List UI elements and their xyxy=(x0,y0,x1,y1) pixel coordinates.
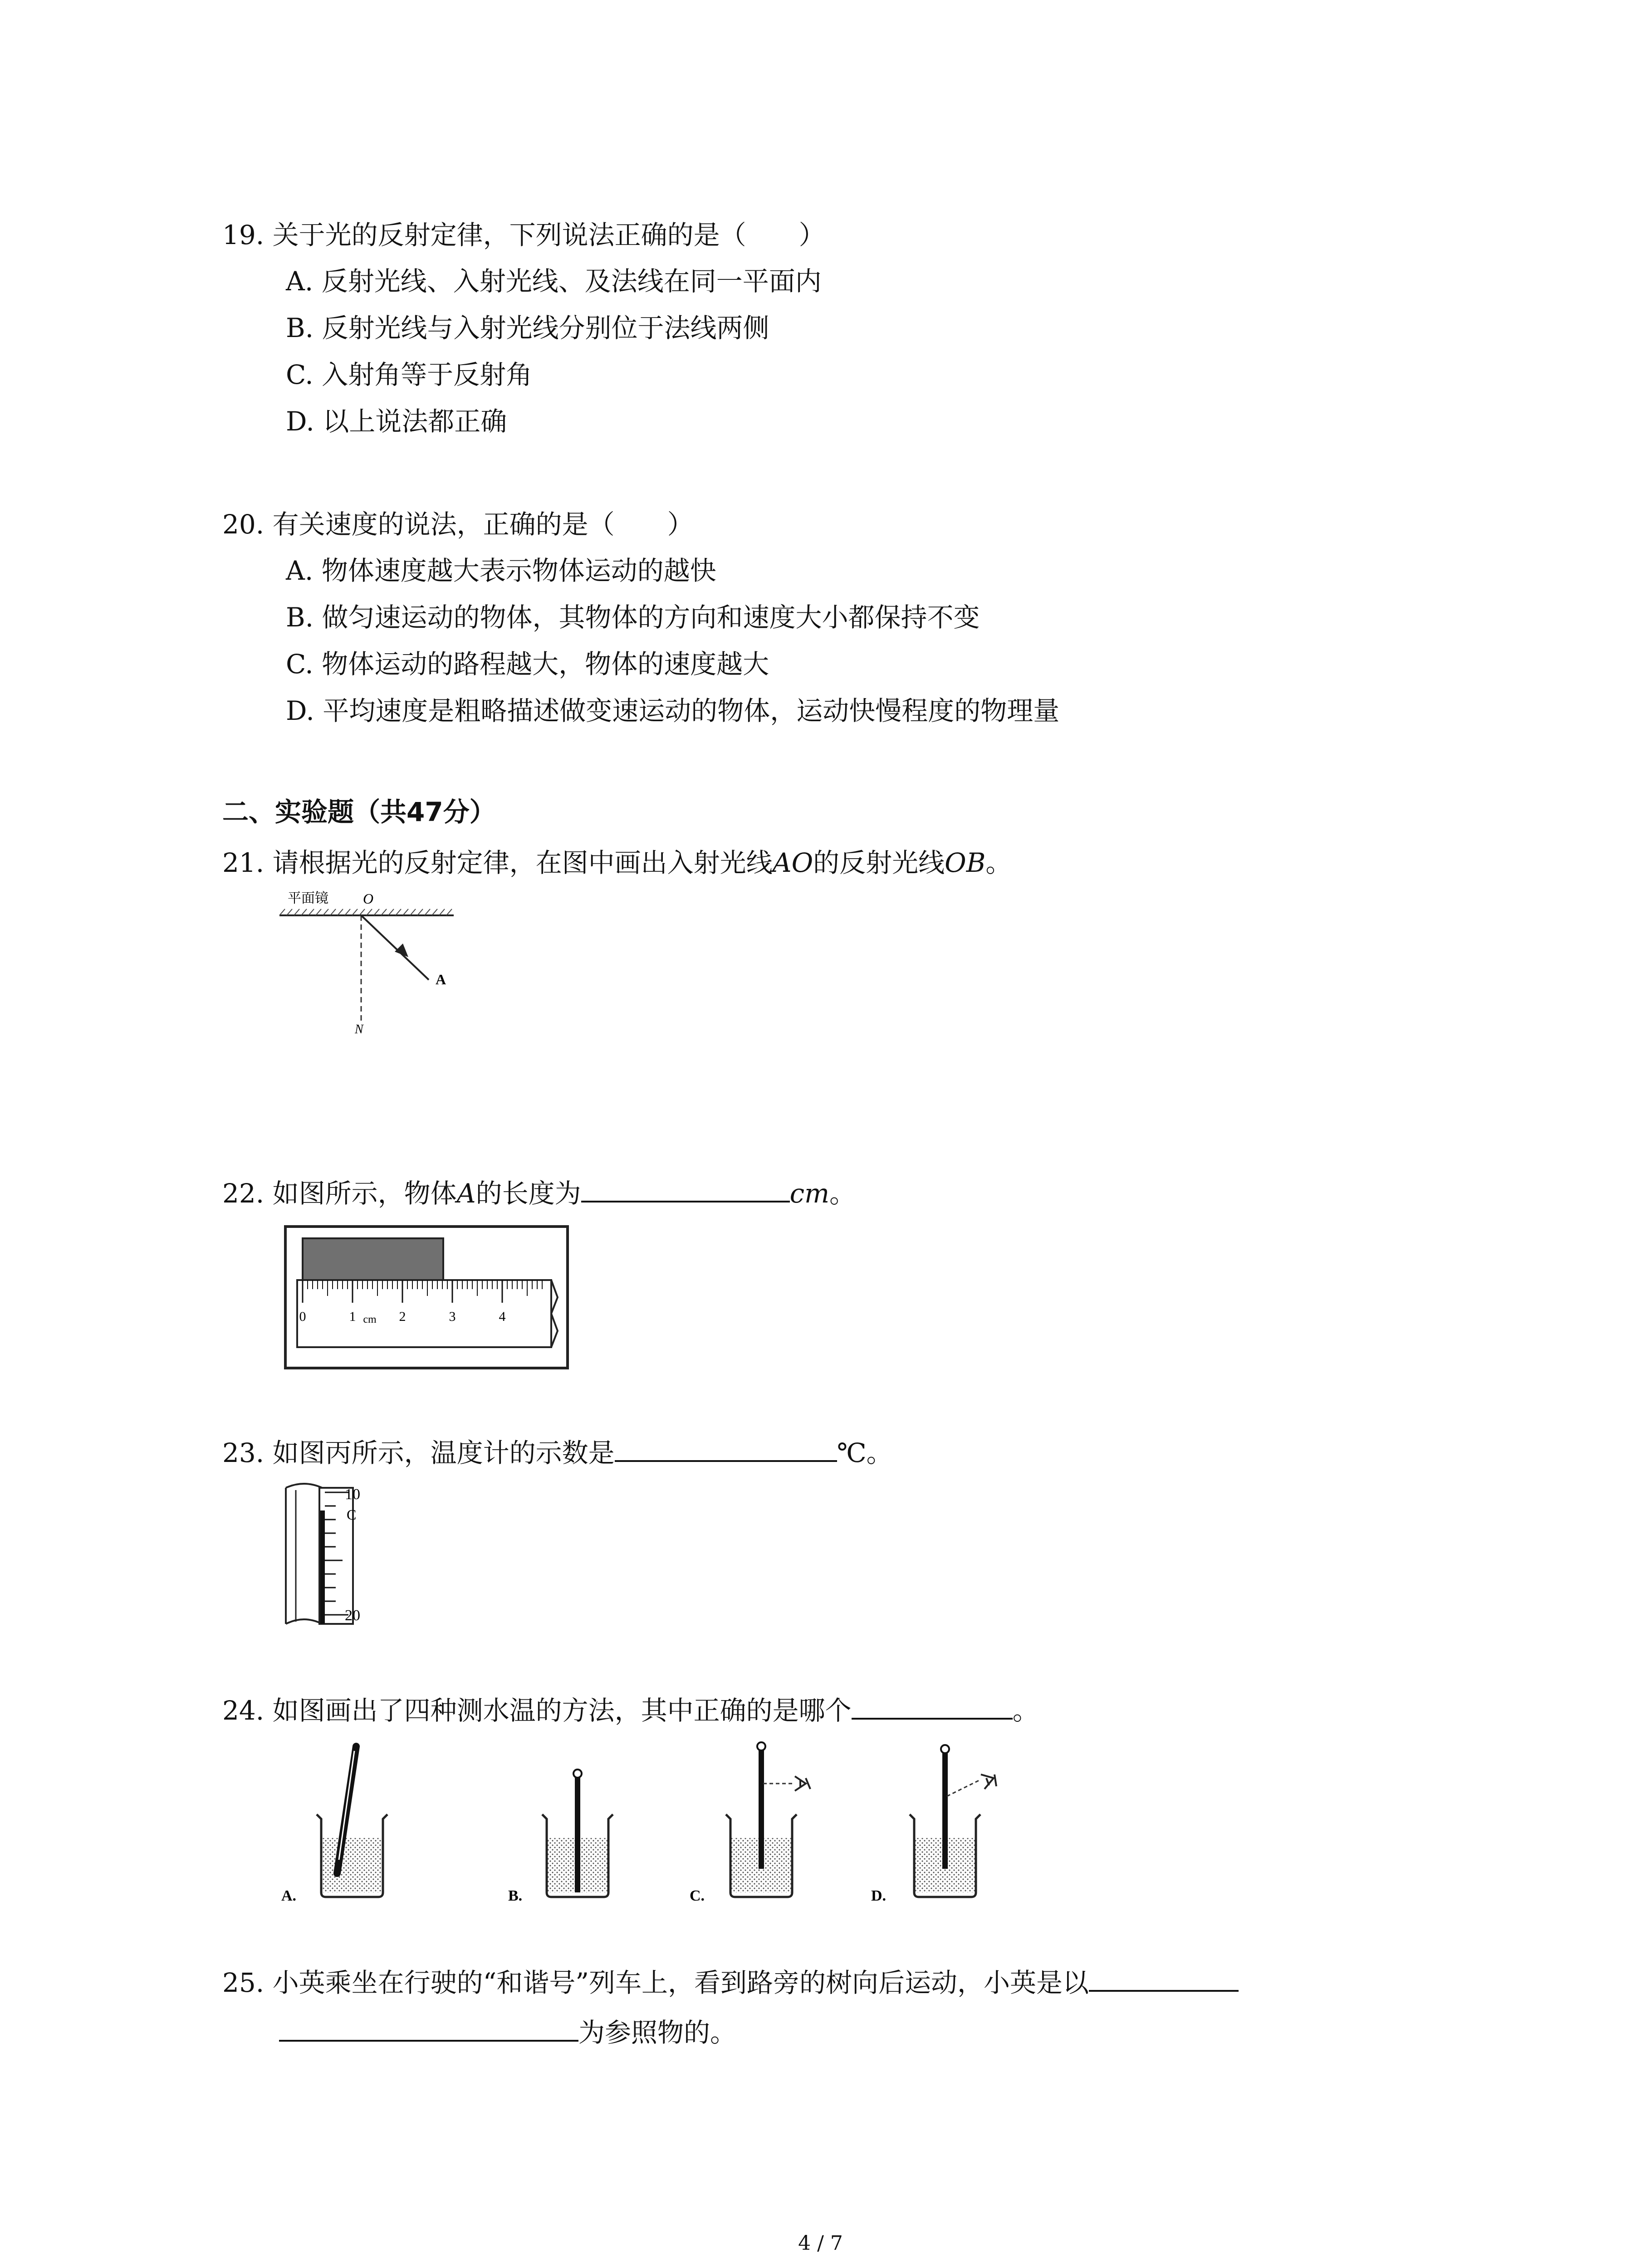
normal-n-label: N xyxy=(355,1022,363,1036)
method-c-label: C. xyxy=(690,1887,705,1904)
q21-var-ob: OB xyxy=(945,847,986,878)
q24-stem-text: 24. 如图画出了四种测水温的方法，其中正确的是哪个 xyxy=(222,1695,852,1726)
beaker-a-water xyxy=(321,1838,383,1892)
q19-option-b[interactable]: B. 反射光线与入射光线分别位于法线两侧 xyxy=(286,313,769,343)
q19-option-c[interactable]: C. 入射角等于反射角 xyxy=(286,359,533,390)
thermometer-liquid-column xyxy=(320,1510,325,1624)
q25-stem: 25. 小英乘坐在行驶的“和谐号”列车上，看到路旁的树向后运动，小英是以 xyxy=(222,1967,1089,1998)
q20-stem: 20. 有关速度的说法，正确的是（ ） xyxy=(222,509,694,540)
thermometer-d-cap xyxy=(941,1745,949,1753)
q25-line1 xyxy=(222,1962,1239,2001)
point-o-label: O xyxy=(363,890,374,907)
q20-option-d[interactable]: D. 平均速度是粗略描述做变速运动的物体，运动快慢程度的物理量 xyxy=(286,695,1060,726)
thermometer-bottom-curve xyxy=(286,1619,322,1624)
method-a[interactable] xyxy=(281,1746,387,1904)
mirror-label: 平面镜 xyxy=(288,891,328,906)
q21-reflection-figure xyxy=(272,889,463,1043)
q20-option-a[interactable]: A. 物体速度越大表示物体运动的越快 xyxy=(286,555,716,586)
ruler-body xyxy=(297,1280,551,1347)
ruler-label-cm: cm xyxy=(363,1314,377,1325)
q19-option-a[interactable]: A. 反射光线、入射光线、及法线在同一平面内 xyxy=(286,266,822,297)
q21-stem-c: 。 xyxy=(985,847,1012,878)
q19-stem: 19. 关于光的反射定律，下列说法正确的是（ ） xyxy=(222,220,825,250)
incident-ray xyxy=(361,915,429,980)
ruler-label-4: 4 xyxy=(499,1309,506,1324)
method-a-label: A. xyxy=(281,1887,297,1904)
q21-var-ao: AO xyxy=(772,847,813,878)
thermo-label-10: 10 xyxy=(345,1486,360,1503)
thermometer-c-cap xyxy=(757,1742,765,1750)
q21-stem xyxy=(222,845,1012,881)
q23-answer-blank[interactable] xyxy=(615,1432,837,1462)
q21-stem-a: 21. 请根据光的反射定律，在图中画出入射光线 xyxy=(222,847,773,878)
mirror-hatching xyxy=(279,909,452,915)
q23-thermometer-figure xyxy=(277,1479,390,1628)
object-a-block xyxy=(303,1238,443,1280)
q24-methods-figure xyxy=(272,1733,1180,1914)
method-c[interactable] xyxy=(690,1742,810,1904)
eye-d-icon xyxy=(981,1774,996,1789)
q22-answer-blank[interactable] xyxy=(581,1173,790,1202)
q24-answer-blank[interactable] xyxy=(852,1690,1013,1720)
thermo-label-c: C xyxy=(347,1506,357,1523)
ruler-label-1: 1 xyxy=(349,1309,356,1324)
thermo-label-20: 20 xyxy=(345,1607,360,1624)
point-a-label: A xyxy=(436,971,446,987)
q24-stem xyxy=(222,1690,1039,1729)
q19-option-d[interactable]: D. 以上说法都正确 xyxy=(286,406,507,437)
q25-answer-blank-1[interactable] xyxy=(1089,1962,1239,1992)
method-b[interactable] xyxy=(508,1769,613,1904)
q23-stem xyxy=(222,1432,893,1471)
q22-unit: cm xyxy=(789,1178,830,1209)
q22-stem xyxy=(222,1173,856,1212)
ruler-label-2: 2 xyxy=(399,1309,406,1324)
ruler-label-0: 0 xyxy=(299,1309,306,1324)
page-number: 4 / 7 xyxy=(798,2232,843,2255)
method-d-label: D. xyxy=(871,1887,887,1904)
q21-stem-b: 的反射光线 xyxy=(813,847,945,878)
thermometer-top-curve xyxy=(286,1484,322,1488)
q25-line2 xyxy=(279,2012,736,2051)
q25-end: 为参照物的。 xyxy=(578,2017,737,2048)
thermometer-b-cap xyxy=(573,1769,582,1778)
q23-stem-text: 23. 如图丙所示，温度计的示数是 xyxy=(222,1437,615,1468)
q22-ruler-figure xyxy=(284,1225,569,1370)
q22-stem-b: 的长度为 xyxy=(475,1178,581,1209)
q24-end: 。 xyxy=(1012,1695,1039,1726)
q22-end: 。 xyxy=(829,1178,856,1209)
sight-line-d xyxy=(947,1780,980,1796)
q25-answer-blank-2[interactable] xyxy=(279,2012,578,2042)
q22-var-a: A xyxy=(456,1178,476,1209)
section-heading: 二、实验题（共47分） xyxy=(222,797,496,827)
q22-stem-a: 22. 如图所示，物体 xyxy=(222,1178,457,1209)
method-b-label: B. xyxy=(508,1887,523,1904)
q20-option-c[interactable]: C. 物体运动的路程越大，物体的速度越大 xyxy=(286,649,769,679)
q23-unit: ℃。 xyxy=(837,1437,893,1468)
eye-c-icon xyxy=(795,1776,810,1791)
method-d[interactable] xyxy=(871,1745,996,1904)
q20-option-b[interactable]: B. 做匀速运动的物体，其物体的方向和速度大小都保持不变 xyxy=(286,602,980,633)
ruler-label-3: 3 xyxy=(449,1309,456,1324)
